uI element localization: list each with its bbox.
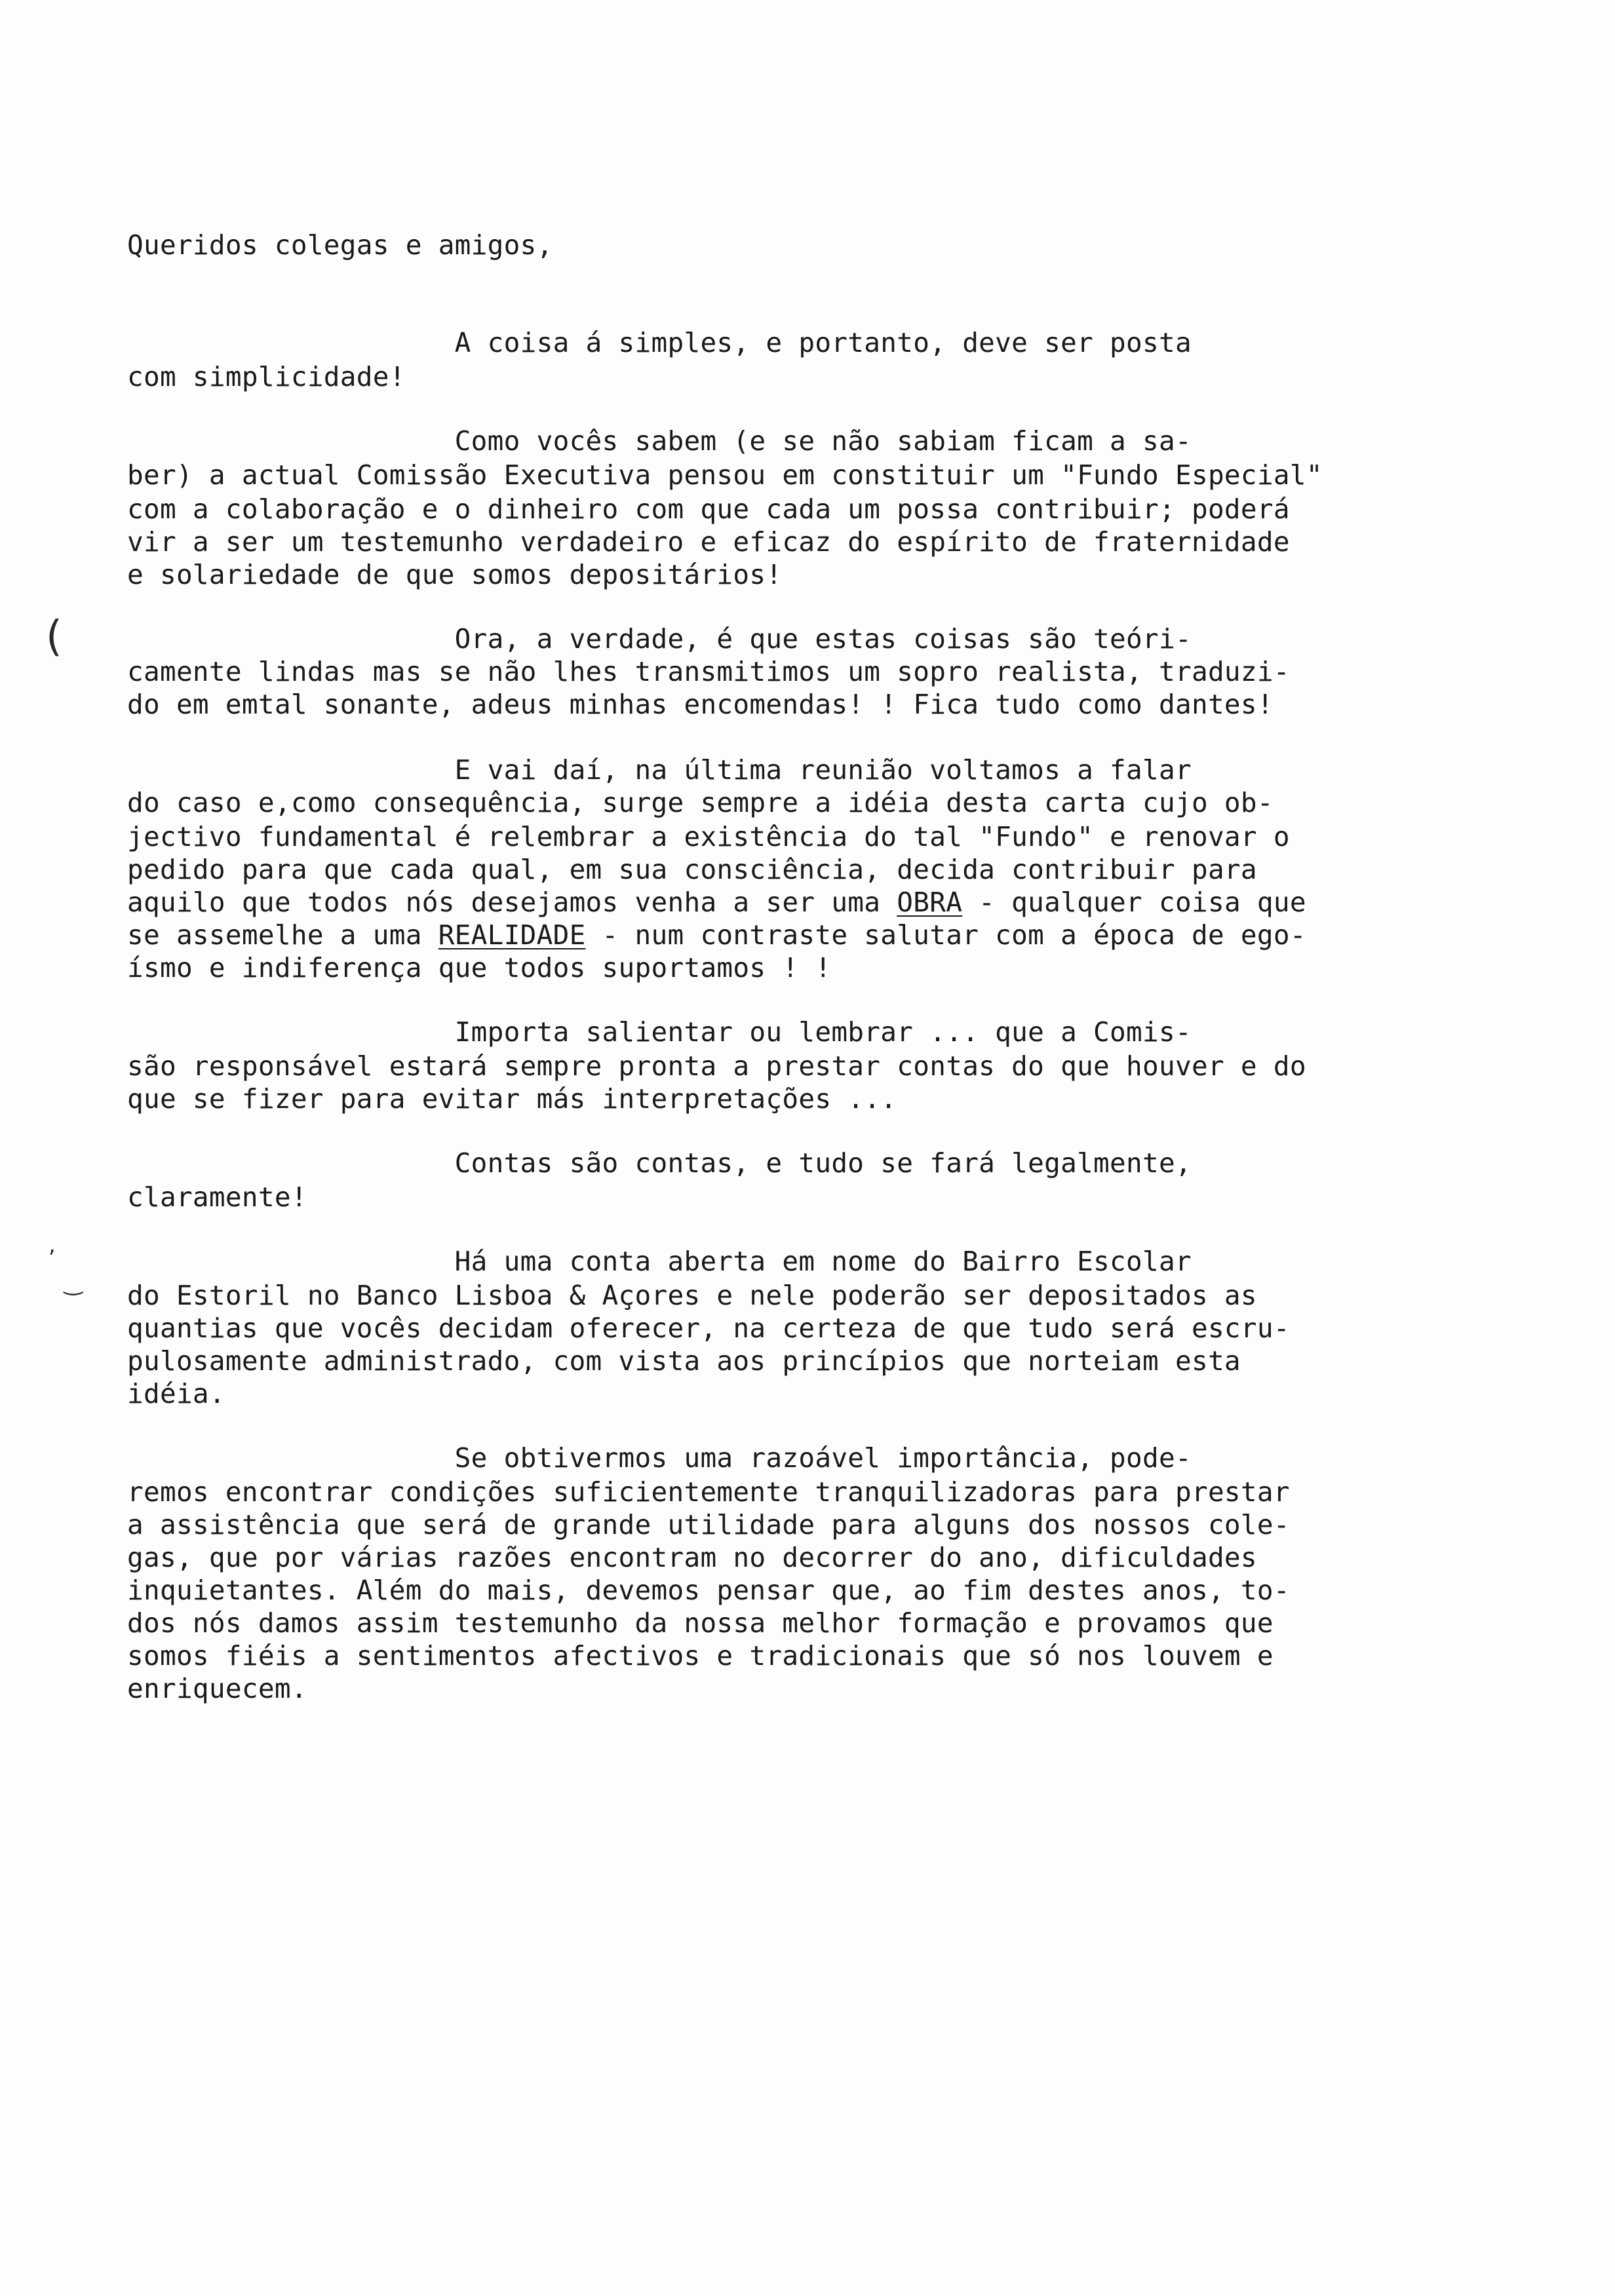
p4-line-5: [127, 886, 1306, 919]
p8-line-1: Se obtivermos uma razoável importância, pode-: [127, 1442, 1192, 1474]
p1-line-1: A coisa á simples, e portanto, deve ser posta: [127, 327, 1192, 358]
p8-line-5: inquietantes. Além do mais, devemos pensar que, ao fim destes anos, to-: [127, 1575, 1290, 1606]
p1-line-2: com simplicidade!: [127, 361, 406, 392]
margin-mark-dash: ‿: [64, 1270, 83, 1296]
p5-line-3: que se fizer para evitar más interpretações ...: [127, 1083, 897, 1115]
p8-line-8: enriquecem.: [127, 1673, 307, 1704]
p4-line-2: do caso e,como consequência, surge sempre a idéia desta carta cujo ob-: [127, 787, 1274, 818]
p6-line-1: Contas são contas, e tudo se fará legalmente,: [127, 1147, 1192, 1179]
p7-line-5: idéia.: [127, 1378, 225, 1409]
p4-line-6: [127, 919, 1306, 951]
p5-line-1: Importa salientar ou lembrar ... que a Comis-: [127, 1016, 1192, 1048]
p4-line-6-post: - num contraste salutar com a época de ego-: [585, 919, 1306, 951]
p4-line-5-post: - qualquer coisa que: [962, 887, 1306, 918]
p2-line-5: e solariedade de que somos depositários!: [127, 559, 783, 590]
underlined-obra: OBRA: [897, 887, 963, 918]
p8-line-4: gas, que por várias razões encontram no decorrer do ano, dificuldades: [127, 1542, 1257, 1573]
p4-line-7: ísmo e indiferença que todos suportamos ! !: [127, 952, 832, 984]
p4-line-5-pre: aquilo que todos nós desejamos venha a ser uma: [127, 887, 897, 918]
p3-line-3: do em emtal sonante, adeus minhas encomendas! ! Fica tudo como dantes!: [127, 689, 1274, 720]
p7-line-2: do Estoril no Banco Lisboa & Açores e nele poderão ser depositados as: [127, 1280, 1257, 1311]
p7-line-4: pulosamente administrado, com vista aos princípios que norteiam esta: [127, 1345, 1241, 1377]
p2-line-2: ber) a actual Comissão Executiva pensou em constituir um "Fundo Especial": [127, 459, 1323, 491]
p4-line-6-pre: se assemelhe a uma: [127, 919, 438, 951]
p2-line-4: vir a ser um testemunho verdadeiro e eficaz do espírito de fraternidade: [127, 526, 1290, 558]
margin-mark-tick: ,: [49, 1232, 56, 1258]
p8-line-6: dos nós damos assim testemunho da nossa melhor formação e provamos que: [127, 1607, 1274, 1639]
p4-line-4: pedido para que cada qual, em sua consciência, decida contribuir para: [127, 854, 1257, 885]
p2-line-1: Como vocês sabem (e se não sabiam ficam a sa-: [127, 425, 1192, 457]
p7-line-1: Há uma conta aberta em nome do Bairro Escolar: [127, 1246, 1192, 1277]
p5-line-2: são responsável estará sempre pronta a prestar contas do que houver e do: [127, 1050, 1306, 1082]
margin-mark-bracket: (: [46, 613, 62, 661]
p8-line-7: somos fiéis a sentimentos afectivos e tradicionais que só nos louvem e: [127, 1640, 1274, 1672]
underlined-realidade: REALIDADE: [438, 919, 586, 951]
p8-line-2: remos encontrar condições suficientemente tranquilizadoras para prestar: [127, 1476, 1290, 1508]
salutation: Queridos colegas e amigos,: [127, 229, 553, 261]
p4-line-3: jectivo fundamental é relembrar a existência do tal "Fundo" e renovar o: [127, 821, 1290, 852]
p4-line-1: E vai daí, na última reunião voltamos a falar: [127, 754, 1192, 786]
p6-line-2: claramente!: [127, 1181, 307, 1213]
p8-line-3: a assistência que será de grande utilidade para alguns dos nossos cole-: [127, 1509, 1290, 1540]
p3-line-1: Ora, a verdade, é que estas coisas são teóri-: [127, 623, 1192, 655]
p3-line-2: camente lindas mas se não lhes transmitimos um sopro realista, traduzi-: [127, 656, 1290, 687]
p7-line-3: quantias que vocês decidam oferecer, na certeza de que tudo será escru-: [127, 1312, 1290, 1344]
p2-line-3: com a colaboração e o dinheiro com que cada um possa contribuir; poderá: [127, 493, 1290, 525]
